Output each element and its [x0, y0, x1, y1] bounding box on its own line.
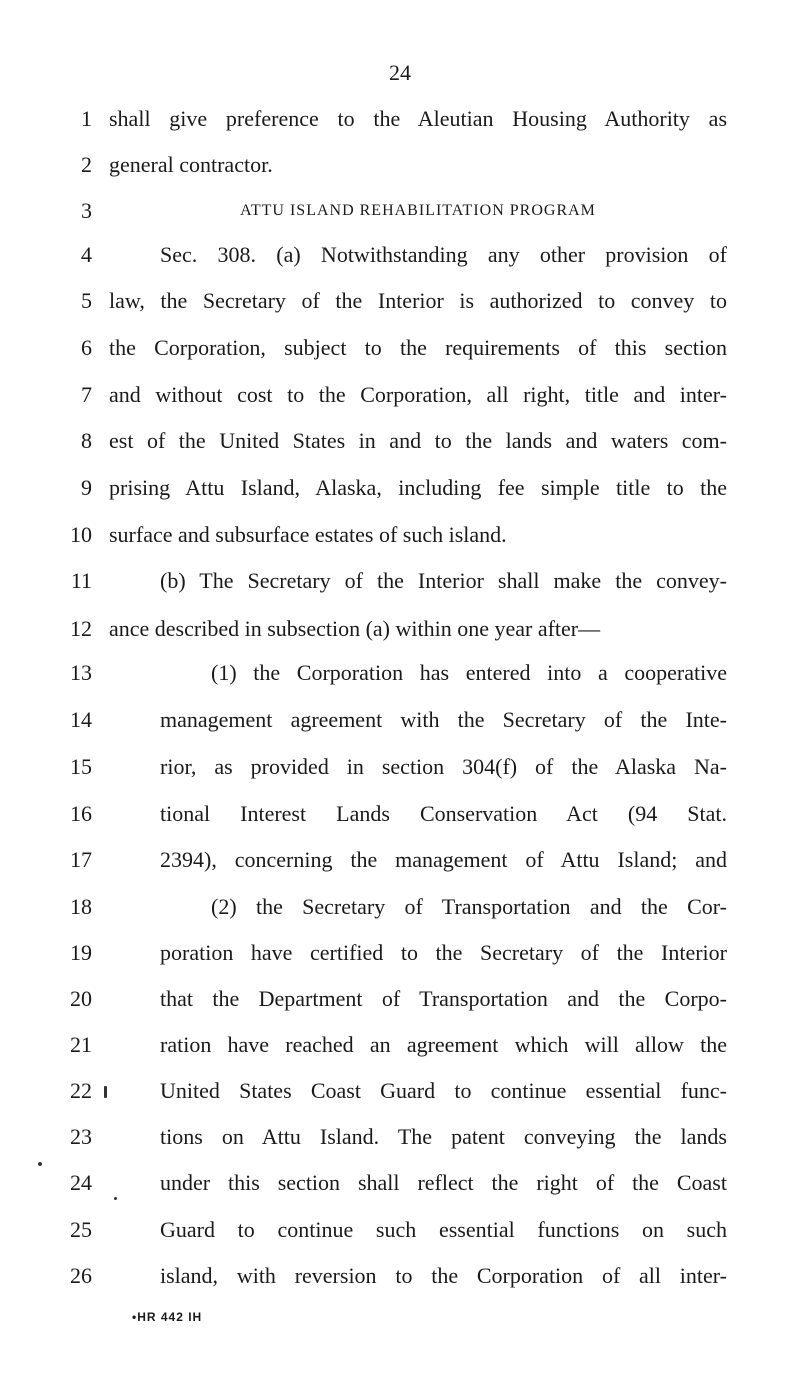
line-number: 20	[70, 986, 92, 1011]
line-text: island, with reversion to the Corporation of all inter-	[160, 1263, 727, 1288]
line-text: and without cost to the Corporation, all right, title and inter-	[109, 382, 727, 407]
line-number: 8	[81, 428, 92, 453]
text-line-21	[0, 1030, 800, 1060]
text-line-25	[0, 1215, 800, 1245]
text-line-18	[0, 892, 800, 922]
text-line-1	[0, 104, 800, 134]
text-line-13	[0, 658, 800, 688]
line-number: 12	[70, 616, 92, 641]
line-number: 4	[81, 242, 92, 267]
line-number: 26	[70, 1263, 92, 1288]
text-line-2	[0, 150, 800, 180]
line-text: ance described in subsection (a) within one year after—	[109, 616, 601, 641]
text-line-24	[0, 1168, 800, 1198]
line-number: 17	[70, 847, 92, 872]
line-text: ration have reached an agreement which will allow the	[160, 1032, 727, 1057]
line-text: tional Interest Lands Conservation Act (94 Stat.	[160, 801, 727, 826]
line-number: 13	[70, 660, 92, 685]
line-text: est of the United States in and to the lands and waters com-	[109, 428, 727, 453]
text-line-4	[0, 240, 800, 270]
line-text: poration have certified to the Secretary of the Interior	[160, 940, 727, 965]
line-text: rior, as provided in section 304(f) of the Alaska Na-	[160, 754, 727, 779]
line-number: 16	[70, 801, 92, 826]
line-number: 23	[70, 1124, 92, 1149]
line-number: 22	[70, 1078, 92, 1103]
page-number: 24	[389, 60, 411, 85]
line-number: 25	[70, 1217, 92, 1242]
line-text: United States Coast Guard to continue essential func-	[160, 1078, 727, 1103]
line-text: the Corporation, subject to the requirements of this section	[109, 335, 727, 360]
scan-speck	[114, 1197, 117, 1200]
line-number: 24	[70, 1170, 92, 1195]
bill-footer: •HR 442 IH	[132, 1310, 203, 1324]
text-line-20	[0, 984, 800, 1014]
scan-speck	[104, 1086, 107, 1098]
text-line-11	[0, 566, 800, 596]
text-line-15	[0, 752, 800, 782]
text-line-16	[0, 799, 800, 829]
line-text: that the Department of Transportation and the Corpo-	[160, 986, 727, 1011]
line-number: 19	[70, 940, 92, 965]
line-text: Sec. 308. (a) Notwithstanding any other provision of	[160, 242, 727, 267]
line-number: 5	[81, 288, 92, 313]
line-text: shall give preference to the Aleutian Housing Authority as	[109, 106, 727, 131]
text-line-12	[0, 614, 800, 644]
text-line-23	[0, 1122, 800, 1152]
text-line-6	[0, 333, 800, 363]
text-line-8	[0, 426, 800, 456]
line-number: 11	[70, 568, 92, 593]
scan-speck	[38, 1162, 42, 1166]
line-number: 9	[81, 475, 92, 500]
line-text: tions on Attu Island. The patent conveying the lands	[160, 1124, 727, 1149]
line-number: 14	[70, 707, 92, 732]
line-number: 1	[81, 106, 92, 131]
line-number: 6	[81, 335, 92, 360]
text-line-5	[0, 286, 800, 316]
line-text: law, the Secretary of the Interior is authorized to convey to	[109, 288, 727, 313]
line-text: management agreement with the Secretary of the Inte-	[160, 707, 727, 732]
line-text: general contractor.	[109, 152, 273, 177]
text-line-17	[0, 845, 800, 875]
line-number: 21	[70, 1032, 92, 1057]
text-line-3	[0, 196, 800, 226]
line-number: 3	[81, 198, 92, 223]
text-line-19	[0, 938, 800, 968]
line-text: (2) the Secretary of Transportation and the Cor-	[211, 894, 727, 919]
line-text: surface and subsurface estates of such island.	[109, 522, 507, 547]
line-number: 18	[70, 894, 92, 919]
text-line-22	[0, 1076, 800, 1106]
line-text: Guard to continue such essential functions on such	[160, 1217, 727, 1242]
text-line-14	[0, 705, 800, 735]
line-text: (b) The Secretary of the Interior shall make the convey-	[160, 568, 727, 593]
line-text: 2394), concerning the management of Attu Island; and	[160, 847, 727, 872]
section-heading: ATTU ISLAND REHABILITATION PROGRAM	[240, 202, 596, 219]
text-line-7	[0, 380, 800, 410]
line-number: 7	[81, 382, 92, 407]
line-text: prising Attu Island, Alaska, including fee simple title to the	[109, 475, 727, 500]
line-text: (1) the Corporation has entered into a cooperative	[211, 660, 727, 685]
line-number: 2	[81, 152, 92, 177]
text-line-10	[0, 520, 800, 550]
line-number: 10	[70, 522, 92, 547]
line-number: 15	[70, 754, 92, 779]
text-line-9	[0, 473, 800, 503]
text-line-26	[0, 1261, 800, 1291]
line-text: under this section shall reflect the right of the Coast	[160, 1170, 727, 1195]
